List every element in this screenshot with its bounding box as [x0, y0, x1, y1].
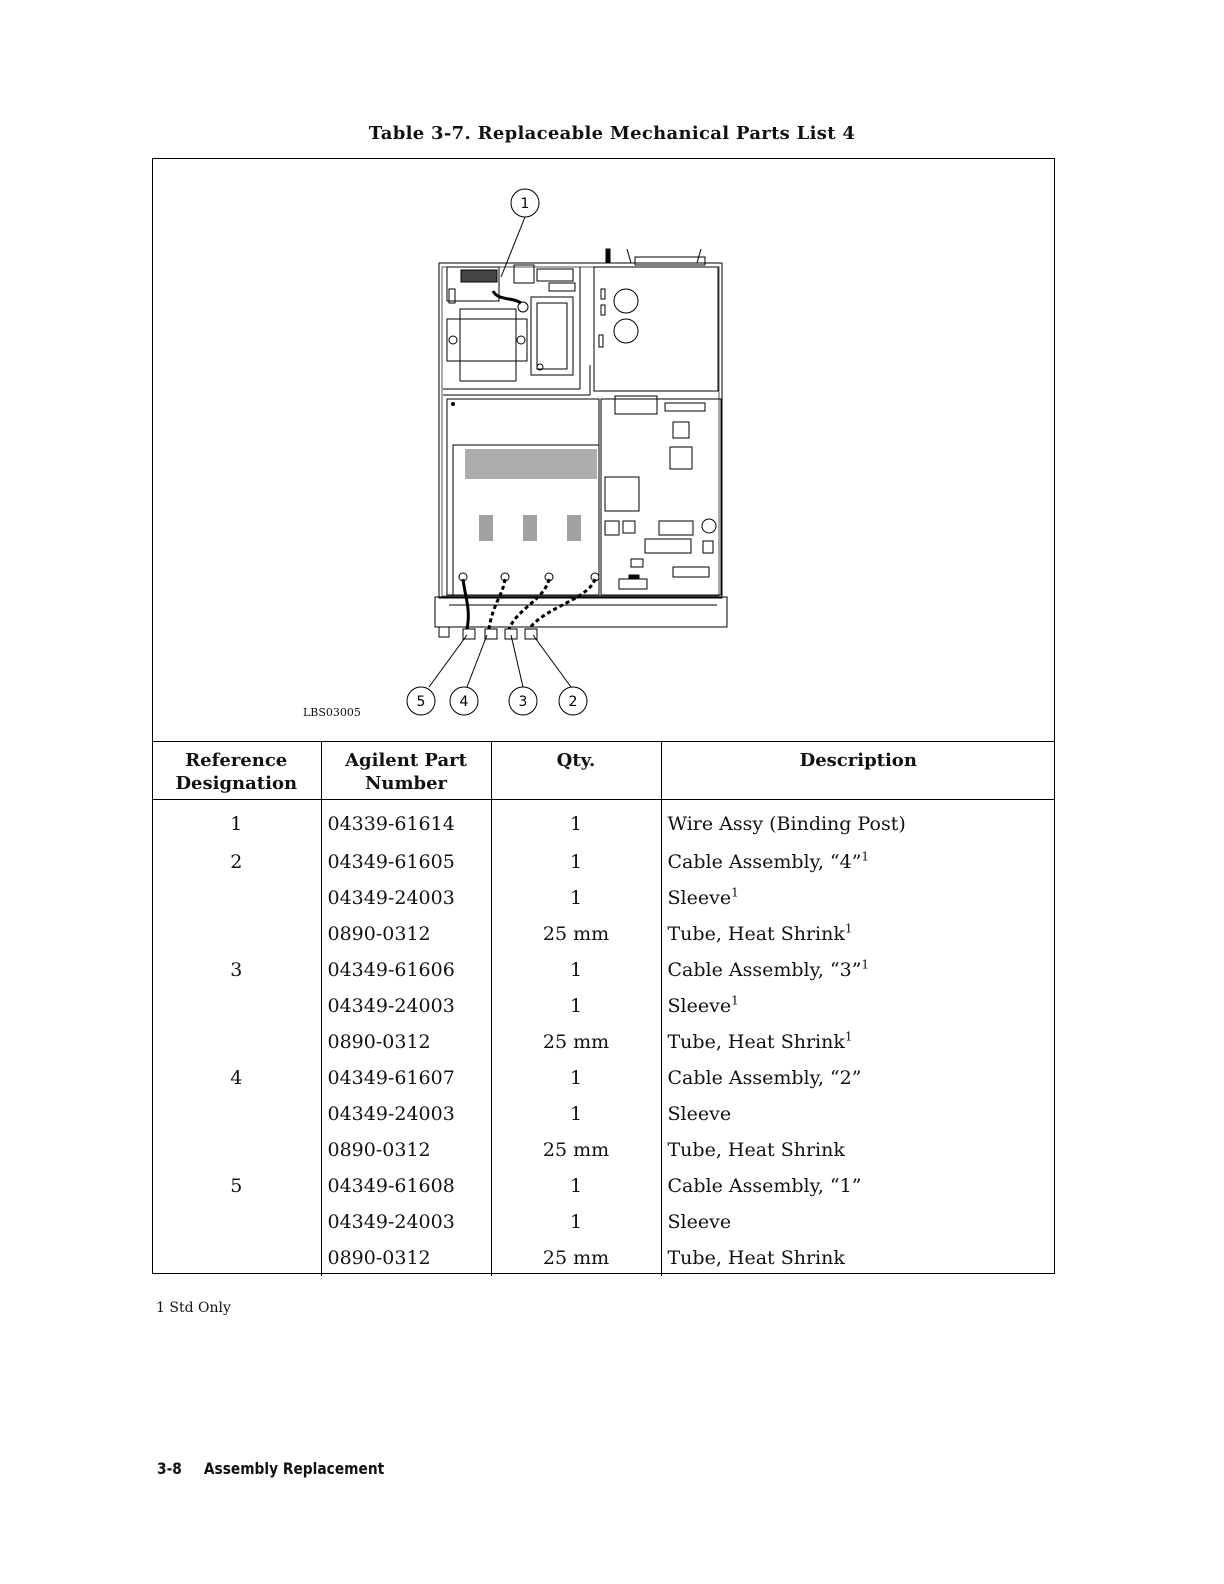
- cell-part-number-text: 04349-61608: [327, 1175, 455, 1197]
- assembly-figure: [153, 159, 1054, 741]
- cell-description-text: Cable Assembly, “1”: [667, 1175, 862, 1197]
- cell-part-number: [321, 1240, 491, 1276]
- footnote-marker: 1: [844, 921, 853, 936]
- cell-qty-text: 1: [569, 1211, 583, 1233]
- cell-description-text: Tube, Heat Shrink: [667, 1139, 845, 1161]
- cell-part-number-text: 0890-0312: [327, 1031, 431, 1053]
- table-row: [152, 800, 1055, 845]
- cell-qty-text: 1: [569, 995, 583, 1017]
- cell-description: [661, 916, 1055, 952]
- table-row: [152, 880, 1055, 916]
- cell-description-text: Cable Assembly, “2”: [667, 1067, 862, 1089]
- cell-reference: [152, 800, 321, 845]
- cell-description-text: Sleeve: [667, 1211, 732, 1233]
- cell-description: [661, 1168, 1055, 1204]
- cell-part-number-text: 0890-0312: [327, 1247, 431, 1269]
- table-row: [152, 916, 1055, 952]
- cell-reference-text: 5: [230, 1175, 243, 1197]
- cell-description: [661, 1060, 1055, 1096]
- cell-part-number-text: 0890-0312: [327, 923, 431, 945]
- cell-qty: [491, 916, 661, 952]
- cell-qty: [491, 1060, 661, 1096]
- cell-description: [661, 988, 1055, 1024]
- cell-reference-text: 2: [230, 851, 243, 873]
- footnote: 1 Std Only: [156, 1300, 231, 1316]
- page-number: 3-8: [157, 1459, 182, 1478]
- cell-qty: [491, 1168, 661, 1204]
- cell-reference: [152, 1240, 321, 1276]
- table-row: [152, 988, 1055, 1024]
- cell-qty: [491, 1132, 661, 1168]
- cell-part-number-text: 0890-0312: [327, 1139, 431, 1161]
- cell-qty-text: 25 mm: [542, 1031, 610, 1053]
- cell-part-number: [321, 880, 491, 916]
- cell-part-number: [321, 916, 491, 952]
- cell-description-text: Cable Assembly, “3”: [667, 959, 862, 981]
- cell-qty: [491, 880, 661, 916]
- cell-description: [661, 1132, 1055, 1168]
- cell-part-number-text: 04349-24003: [327, 995, 455, 1017]
- cell-part-number: [321, 1204, 491, 1240]
- parts-table-frame: [152, 158, 1055, 1274]
- parts-table: [152, 741, 1055, 1276]
- callout-label-4: 4: [459, 694, 469, 710]
- cell-part-number: [321, 952, 491, 988]
- cell-reference: [152, 1204, 321, 1240]
- cell-qty: [491, 844, 661, 880]
- table-row: [152, 1060, 1055, 1096]
- cell-part-number-text: 04349-61607: [327, 1067, 455, 1089]
- table-header-row: [152, 742, 1055, 800]
- callout-label-1: 1: [520, 196, 530, 212]
- figure-id-label: LBS03005: [303, 706, 361, 719]
- cell-reference: [152, 952, 321, 988]
- cell-part-number-text: 04349-24003: [327, 1211, 455, 1233]
- cell-reference: [152, 1168, 321, 1204]
- cell-part-number-text: 04339-61614: [327, 813, 455, 835]
- instrument-top-view-drawing: [153, 159, 1054, 741]
- table-caption: Table 3-7. Replaceable Mechanical Parts List 4: [368, 123, 856, 144]
- cell-qty: [491, 1096, 661, 1132]
- cell-reference: [152, 1024, 321, 1060]
- cell-qty: [491, 800, 661, 845]
- cell-description: [661, 800, 1055, 845]
- cell-part-number-text: 04349-61605: [327, 851, 455, 873]
- cell-part-number: [321, 1132, 491, 1168]
- cell-part-number-text: 04349-24003: [327, 887, 455, 909]
- table-row: [152, 952, 1055, 988]
- cell-qty: [491, 1204, 661, 1240]
- cell-reference: [152, 880, 321, 916]
- footnote-marker: 1: [861, 957, 870, 972]
- header-qty: Qty.: [491, 742, 661, 800]
- parts-table-body: [152, 800, 1055, 1277]
- cell-description: [661, 1024, 1055, 1060]
- table-row: [152, 844, 1055, 880]
- footnote-marker: 1: [731, 885, 739, 900]
- page-footer: [157, 1459, 384, 1478]
- cell-qty-text: 25 mm: [542, 1247, 610, 1269]
- cell-description-text: Cable Assembly, “4”: [667, 851, 862, 873]
- cell-part-number: [321, 988, 491, 1024]
- header-part-number: Agilent Part Number: [321, 742, 491, 800]
- header-description: Description: [661, 742, 1055, 800]
- callout-label-3: 3: [518, 694, 528, 710]
- cell-description-text: Tube, Heat Shrink: [667, 1247, 845, 1269]
- cell-description: [661, 844, 1055, 880]
- cell-qty: [491, 1240, 661, 1276]
- cell-description-text: Sleeve: [667, 887, 732, 909]
- cell-description: [661, 952, 1055, 988]
- cell-description-text: Tube, Heat Shrink: [667, 1031, 845, 1053]
- cell-qty: [491, 988, 661, 1024]
- table-row: [152, 1240, 1055, 1276]
- cell-qty-text: 1: [569, 851, 583, 873]
- cell-reference-text: 1: [230, 813, 243, 835]
- cell-qty: [491, 952, 661, 988]
- cell-reference-text: 4: [230, 1067, 243, 1089]
- cell-reference-text: 3: [230, 959, 243, 981]
- footnote-marker: 1: [844, 1029, 853, 1044]
- cell-part-number-text: 04349-24003: [327, 1103, 455, 1125]
- cell-description: [661, 1204, 1055, 1240]
- cell-reference: [152, 1096, 321, 1132]
- cell-qty-text: 25 mm: [542, 1139, 610, 1161]
- table-row: [152, 1096, 1055, 1132]
- table-row: [152, 1204, 1055, 1240]
- footnote-marker: 1: [861, 849, 870, 864]
- cell-part-number: [321, 1024, 491, 1060]
- cell-description-text: Sleeve: [667, 995, 732, 1017]
- section-title: Assembly Replacement: [203, 1459, 385, 1478]
- cell-description-text: Sleeve: [667, 1103, 732, 1125]
- table-row: [152, 1024, 1055, 1060]
- cell-qty-text: 1: [569, 813, 583, 835]
- cell-description: [661, 1096, 1055, 1132]
- cell-description: [661, 880, 1055, 916]
- cell-qty-text: 1: [569, 887, 583, 909]
- cell-part-number: [321, 844, 491, 880]
- cell-reference: [152, 916, 321, 952]
- callout-label-5: 5: [416, 694, 426, 710]
- cell-qty-text: 1: [569, 959, 583, 981]
- cell-description-text: Wire Assy (Binding Post): [667, 813, 906, 835]
- cell-qty: [491, 1024, 661, 1060]
- callout-label-2: 2: [568, 694, 578, 710]
- table-row: [152, 1168, 1055, 1204]
- cell-reference: [152, 844, 321, 880]
- cell-qty-text: 1: [569, 1175, 583, 1197]
- cell-reference: [152, 1132, 321, 1168]
- header-reference-designation: Reference Designation: [152, 742, 321, 800]
- cell-part-number: [321, 1168, 491, 1204]
- cell-description-text: Tube, Heat Shrink: [667, 923, 845, 945]
- cell-qty-text: 1: [569, 1067, 583, 1089]
- cell-qty-text: 1: [569, 1103, 583, 1125]
- cell-description: [661, 1240, 1055, 1276]
- cell-part-number: [321, 1096, 491, 1132]
- cell-part-number: [321, 1060, 491, 1096]
- table-row: [152, 1132, 1055, 1168]
- cell-reference: [152, 988, 321, 1024]
- cell-part-number-text: 04349-61606: [327, 959, 455, 981]
- footnote-marker: 1: [731, 993, 739, 1008]
- cell-part-number: [321, 800, 491, 845]
- cell-qty-text: 25 mm: [542, 923, 610, 945]
- cell-reference: [152, 1060, 321, 1096]
